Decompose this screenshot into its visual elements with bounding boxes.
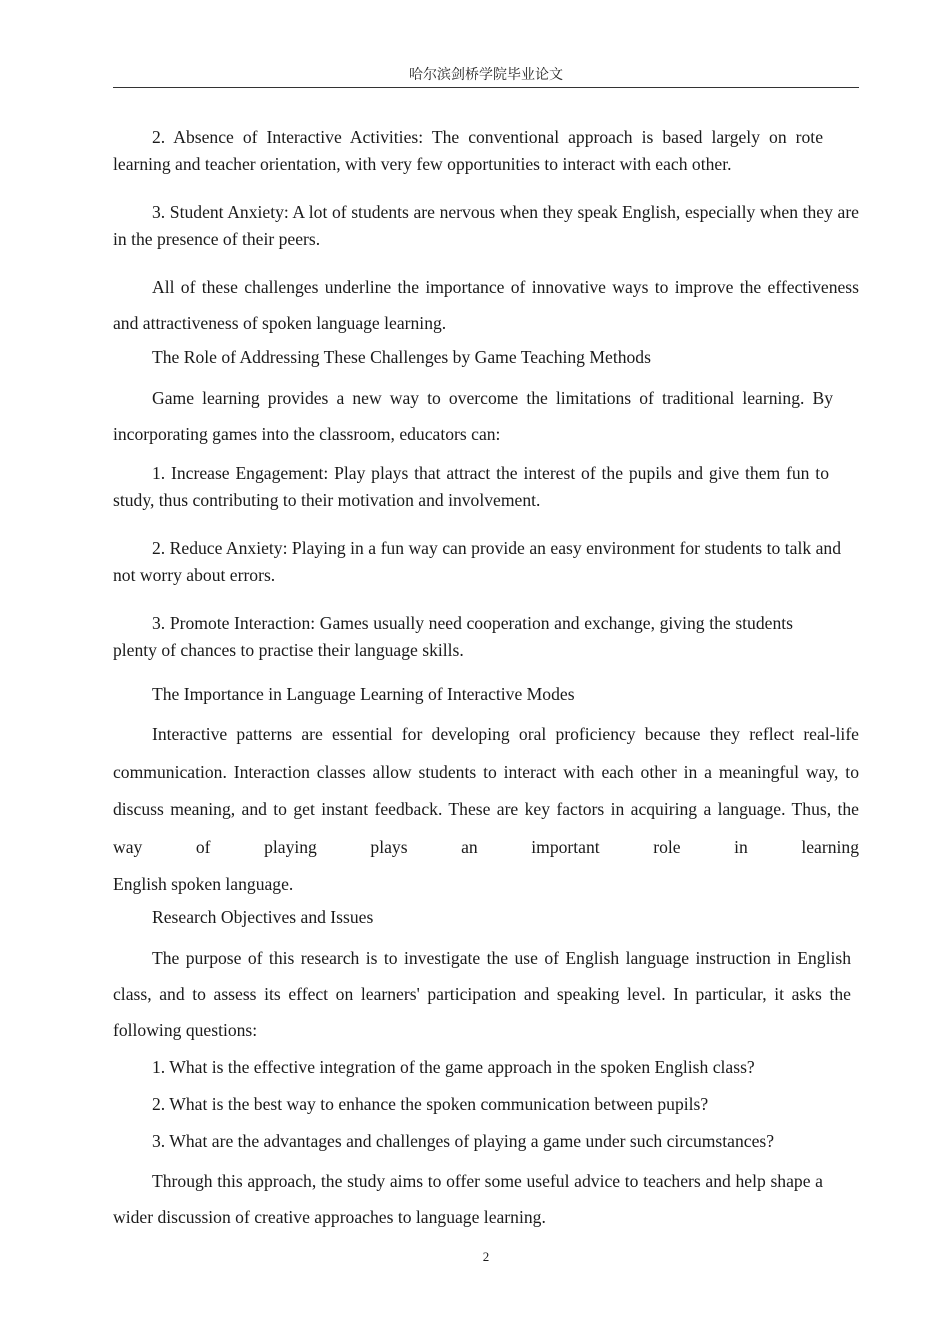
paragraph-conclusion: Through this approach, the study aims to offer some useful advice to teachers and help shape a wider discussion of creative approaches to language learning. xyxy=(113,1171,823,1227)
heading-research-objectives: Research Objectives and Issues xyxy=(152,907,374,927)
paragraph-student-anxiety: 3. Student Anxiety: A lot of students are nervous when they speak English, especially when they are in the presence of their peers. xyxy=(113,202,859,249)
list-item-promote-interaction: 3. Promote Interaction: Games usually need cooperation and exchange, giving the students plenty of chances to practise their language skills. xyxy=(113,613,793,660)
heading-role-of-game-methods: The Role of Addressing These Challenges by Game Teaching Methods xyxy=(152,347,651,367)
list-item-question-3: 3. What are the advantages and challenges of playing a game under such circumstances? xyxy=(152,1131,775,1151)
paragraph-game-learning: Game learning provides a new way to overcome the limitations of traditional learning. By incorporating games into the classroom, educators can: xyxy=(113,388,833,444)
heading-importance-of-interactive-modes: The Importance in Language Learning of Interactive Modes xyxy=(152,684,575,704)
header-rule xyxy=(113,87,859,88)
paragraph-research-purpose: The purpose of this research is to investigate the use of English language instruction in English class, and to assess its effect on learners' participation and speaking level. In particular, it asks the following questions: xyxy=(113,948,851,1040)
page-header: 哈尔滨剑桥学院毕业论文 xyxy=(409,67,563,83)
list-item-question-2: 2. What is the best way to enhance the spoken communication between pupils? xyxy=(152,1094,709,1114)
list-item-question-1: 1. What is the effective integration of the game approach in the spoken English class? xyxy=(152,1057,755,1077)
paragraph-absence-of-interactive-activities: 2. Absence of Interactive Activities: The conventional approach is based largely on rote learning and teacher orientation, with very few opportunities to interact with each other. xyxy=(113,127,823,174)
list-item-reduce-anxiety: 2. Reduce Anxiety: Playing in a fun way can provide an easy environment for students to talk and not worry about errors. xyxy=(113,538,841,585)
paragraph-interactive-patterns-continued: English spoken language. xyxy=(113,874,294,894)
paragraph-challenges-summary: All of these challenges underline the importance of innovative ways to improve the effectiveness and attractiveness of spoken language learning. xyxy=(113,277,859,333)
page-number: 2 xyxy=(482,1249,490,1264)
paragraph-interactive-patterns: Interactive patterns are essential for developing oral proficiency because they reflect real-life communication. Interaction classes allow students to interact with each other in a meaningful way, to discuss meaning, and to get instant feedback. These are key factors in acquiring a language. Thus, the way of playing plays an important role in learning xyxy=(113,724,859,857)
list-item-increase-engagement: 1. Increase Engagement: Play plays that attract the interest of the pupils and give them fun to study, thus contributing to their motivation and involvement. xyxy=(113,463,829,510)
